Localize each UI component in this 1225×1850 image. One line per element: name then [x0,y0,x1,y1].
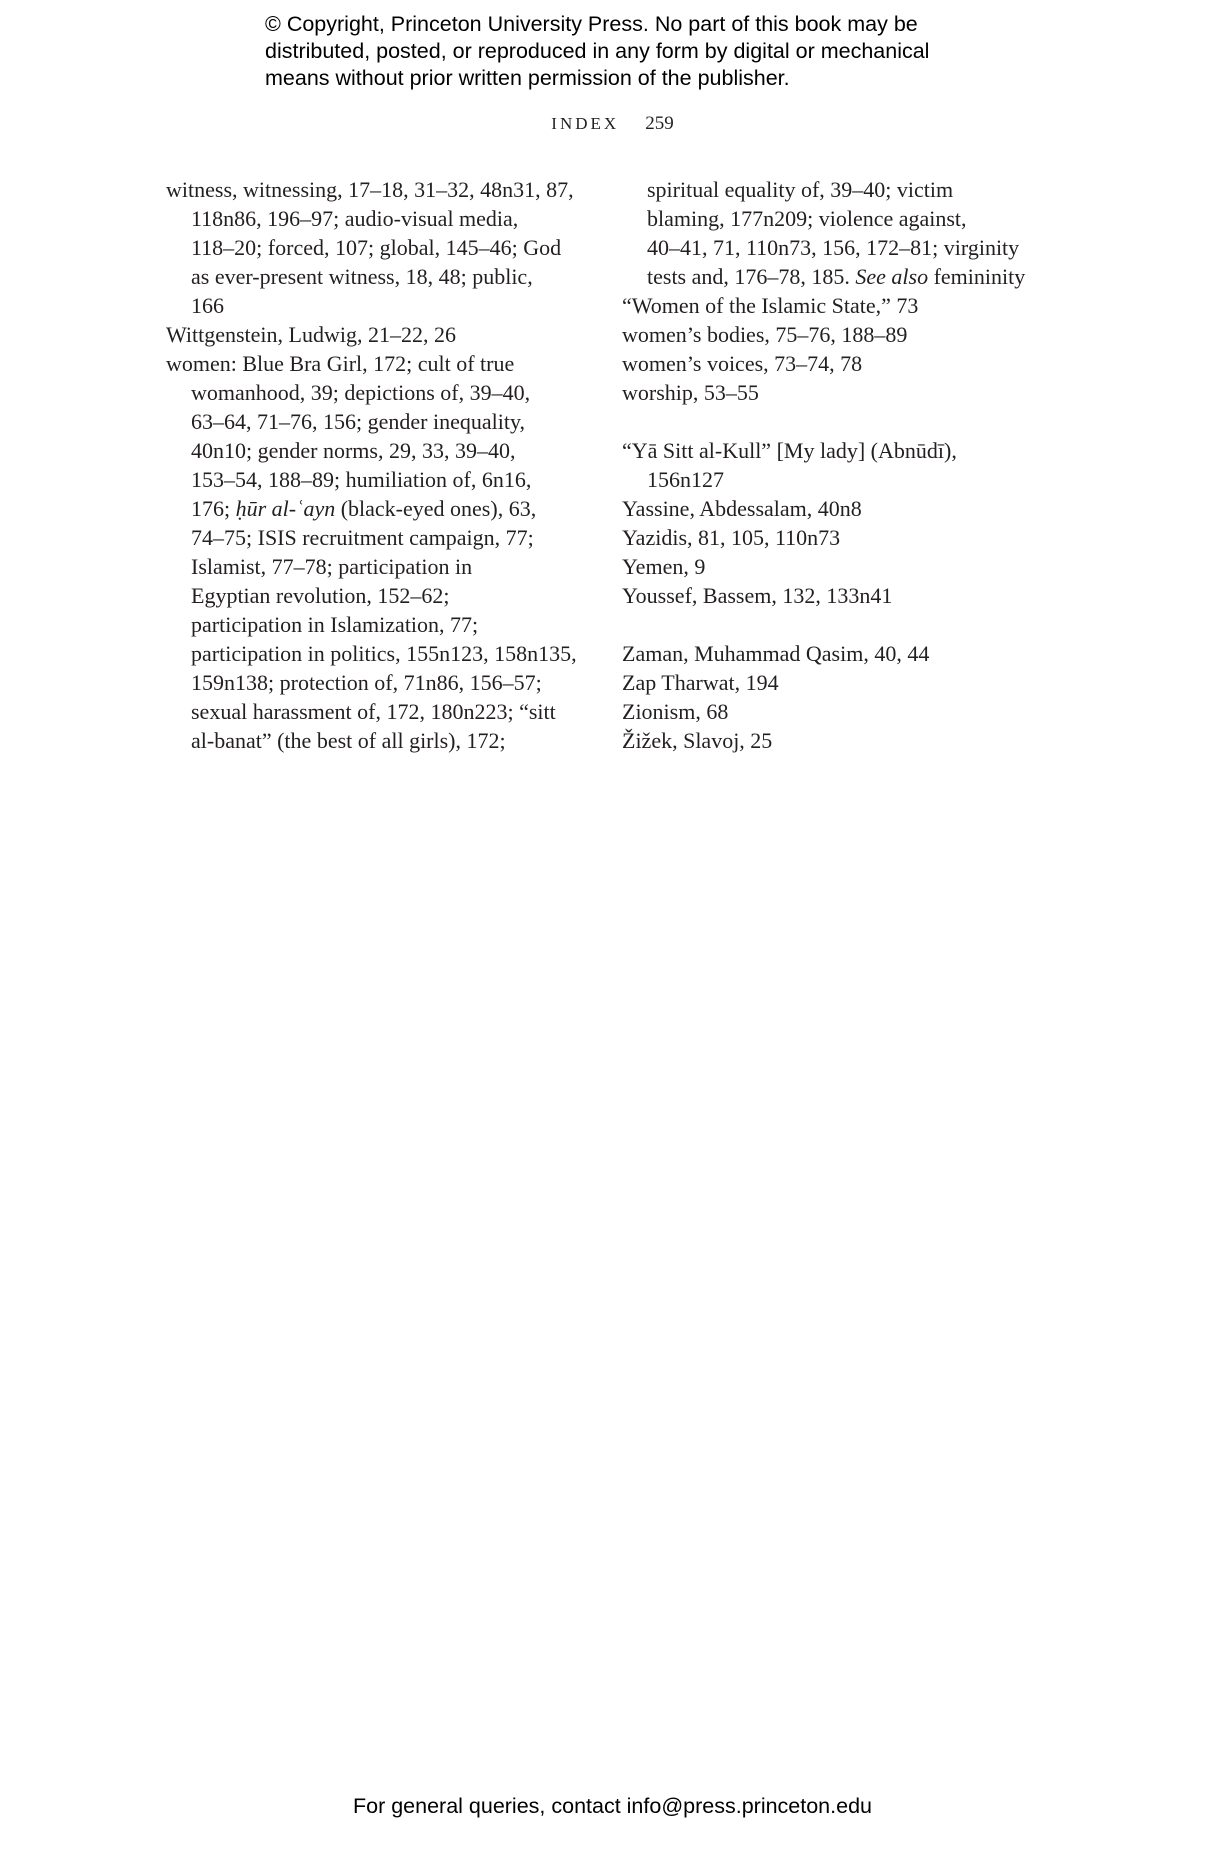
index-line: 166 [191,293,224,318]
cross-reference: femininity [933,264,1026,289]
index-line: 156n127 [647,467,724,492]
index-line: Egyptian revolution, 152–62; [191,583,450,608]
index-line: 63–64, 71–76, 156; gender inequality, [191,409,526,434]
index-line: spiritual equality of, 39–40; victim [647,177,954,202]
index-column-right [622,175,1062,755]
index-line: Žižek, Slavoj, 25 [622,728,773,753]
index-line-prefix: 176; [191,496,236,521]
index-line: 118n86, 196–97; audio-visual media, [191,206,519,231]
copyright-notice [265,11,1025,92]
index-line: participation in politics, 155n123, 158n135, [191,641,577,666]
index-line: witness, witnessing, 17–18, 31–32, 48n31, 87, [166,177,574,202]
index-line: 153–54, 188–89; humiliation of, 6n16, [191,467,532,492]
index-line: Zap Tharwat, 194 [622,670,779,695]
index-line [166,494,596,523]
index-line: Yassine, Abdessalam, 40n8 [622,496,862,521]
index-line: 40n10; gender norms, 29, 33, 39–40, [191,438,516,463]
index-line: Islamist, 77–78; participation in [191,554,473,579]
page-number: 259 [645,113,674,134]
index-column-left [166,175,596,755]
index-line: participation in Islamization, 77; [191,612,479,637]
index-line: Zaman, Muhammad Qasim, 40, 44 [622,641,930,666]
index-line: women’s bodies, 75–76, 188–89 [622,322,908,347]
copyright-line: distributed, posted, or reproduced in any form by digital or mechanical [265,39,930,63]
footer-contact: For general queries, contact info@press.princeton.edu [352,1794,872,1818]
index-line: sexual harassment of, 172, 180n223; “sitt [191,699,556,724]
index-line: al-banat” (the best of all girls), 172; [191,728,506,753]
index-line: 40–41, 71, 110n73, 156, 172–81; virginity [647,235,1020,260]
index-line: 118–20; forced, 107; global, 145–46; God [191,235,562,260]
running-head-label: INDEX [551,114,620,133]
index-line: 74–75; ISIS recruitment campaign, 77; [191,525,534,550]
index-line: 159n138; protection of, 71n86, 156–57; [191,670,542,695]
index-line-rest: (black-eyed ones), 63, [340,496,537,521]
copyright-line: © Copyright, Princeton University Press. No part of this book may be [265,12,918,36]
index-line: worship, 53–55 [622,380,759,405]
index-line: “Women of the Islamic State,” 73 [622,293,919,318]
section-gap [622,407,1062,436]
index-line: as ever-present witness, 18, 48; public, [191,264,533,289]
index-line: Yemen, 9 [622,554,706,579]
index-line: Zionism, 68 [622,699,729,724]
index-line: womanhood, 39; depictions of, 39–40, [191,380,531,405]
index-line-text: tests and, 176–78, 185. [647,264,850,289]
index-line: Youssef, Bassem, 132, 133n41 [622,583,893,608]
running-head [0,113,1225,135]
index-line: Wittgenstein, Ludwig, 21–22, 26 [166,322,456,347]
index-line: blaming, 177n209; violence against, [647,206,967,231]
index-line: women’s voices, 73–74, 78 [622,351,863,376]
index-line: women: Blue Bra Girl, 172; cult of true [166,351,515,376]
italic-term: ḥūr al-ʿayn [235,496,336,521]
index-line: “Yā Sitt al-Kull” [My lady] (Abnūdī), [622,438,957,463]
index-line [622,262,1062,291]
section-gap [622,610,1062,639]
copyright-line: means without prior written permission of the publisher. [265,66,790,90]
index-line: Yazidis, 81, 105, 110n73 [622,525,841,550]
see-also-label: See also [855,264,929,289]
